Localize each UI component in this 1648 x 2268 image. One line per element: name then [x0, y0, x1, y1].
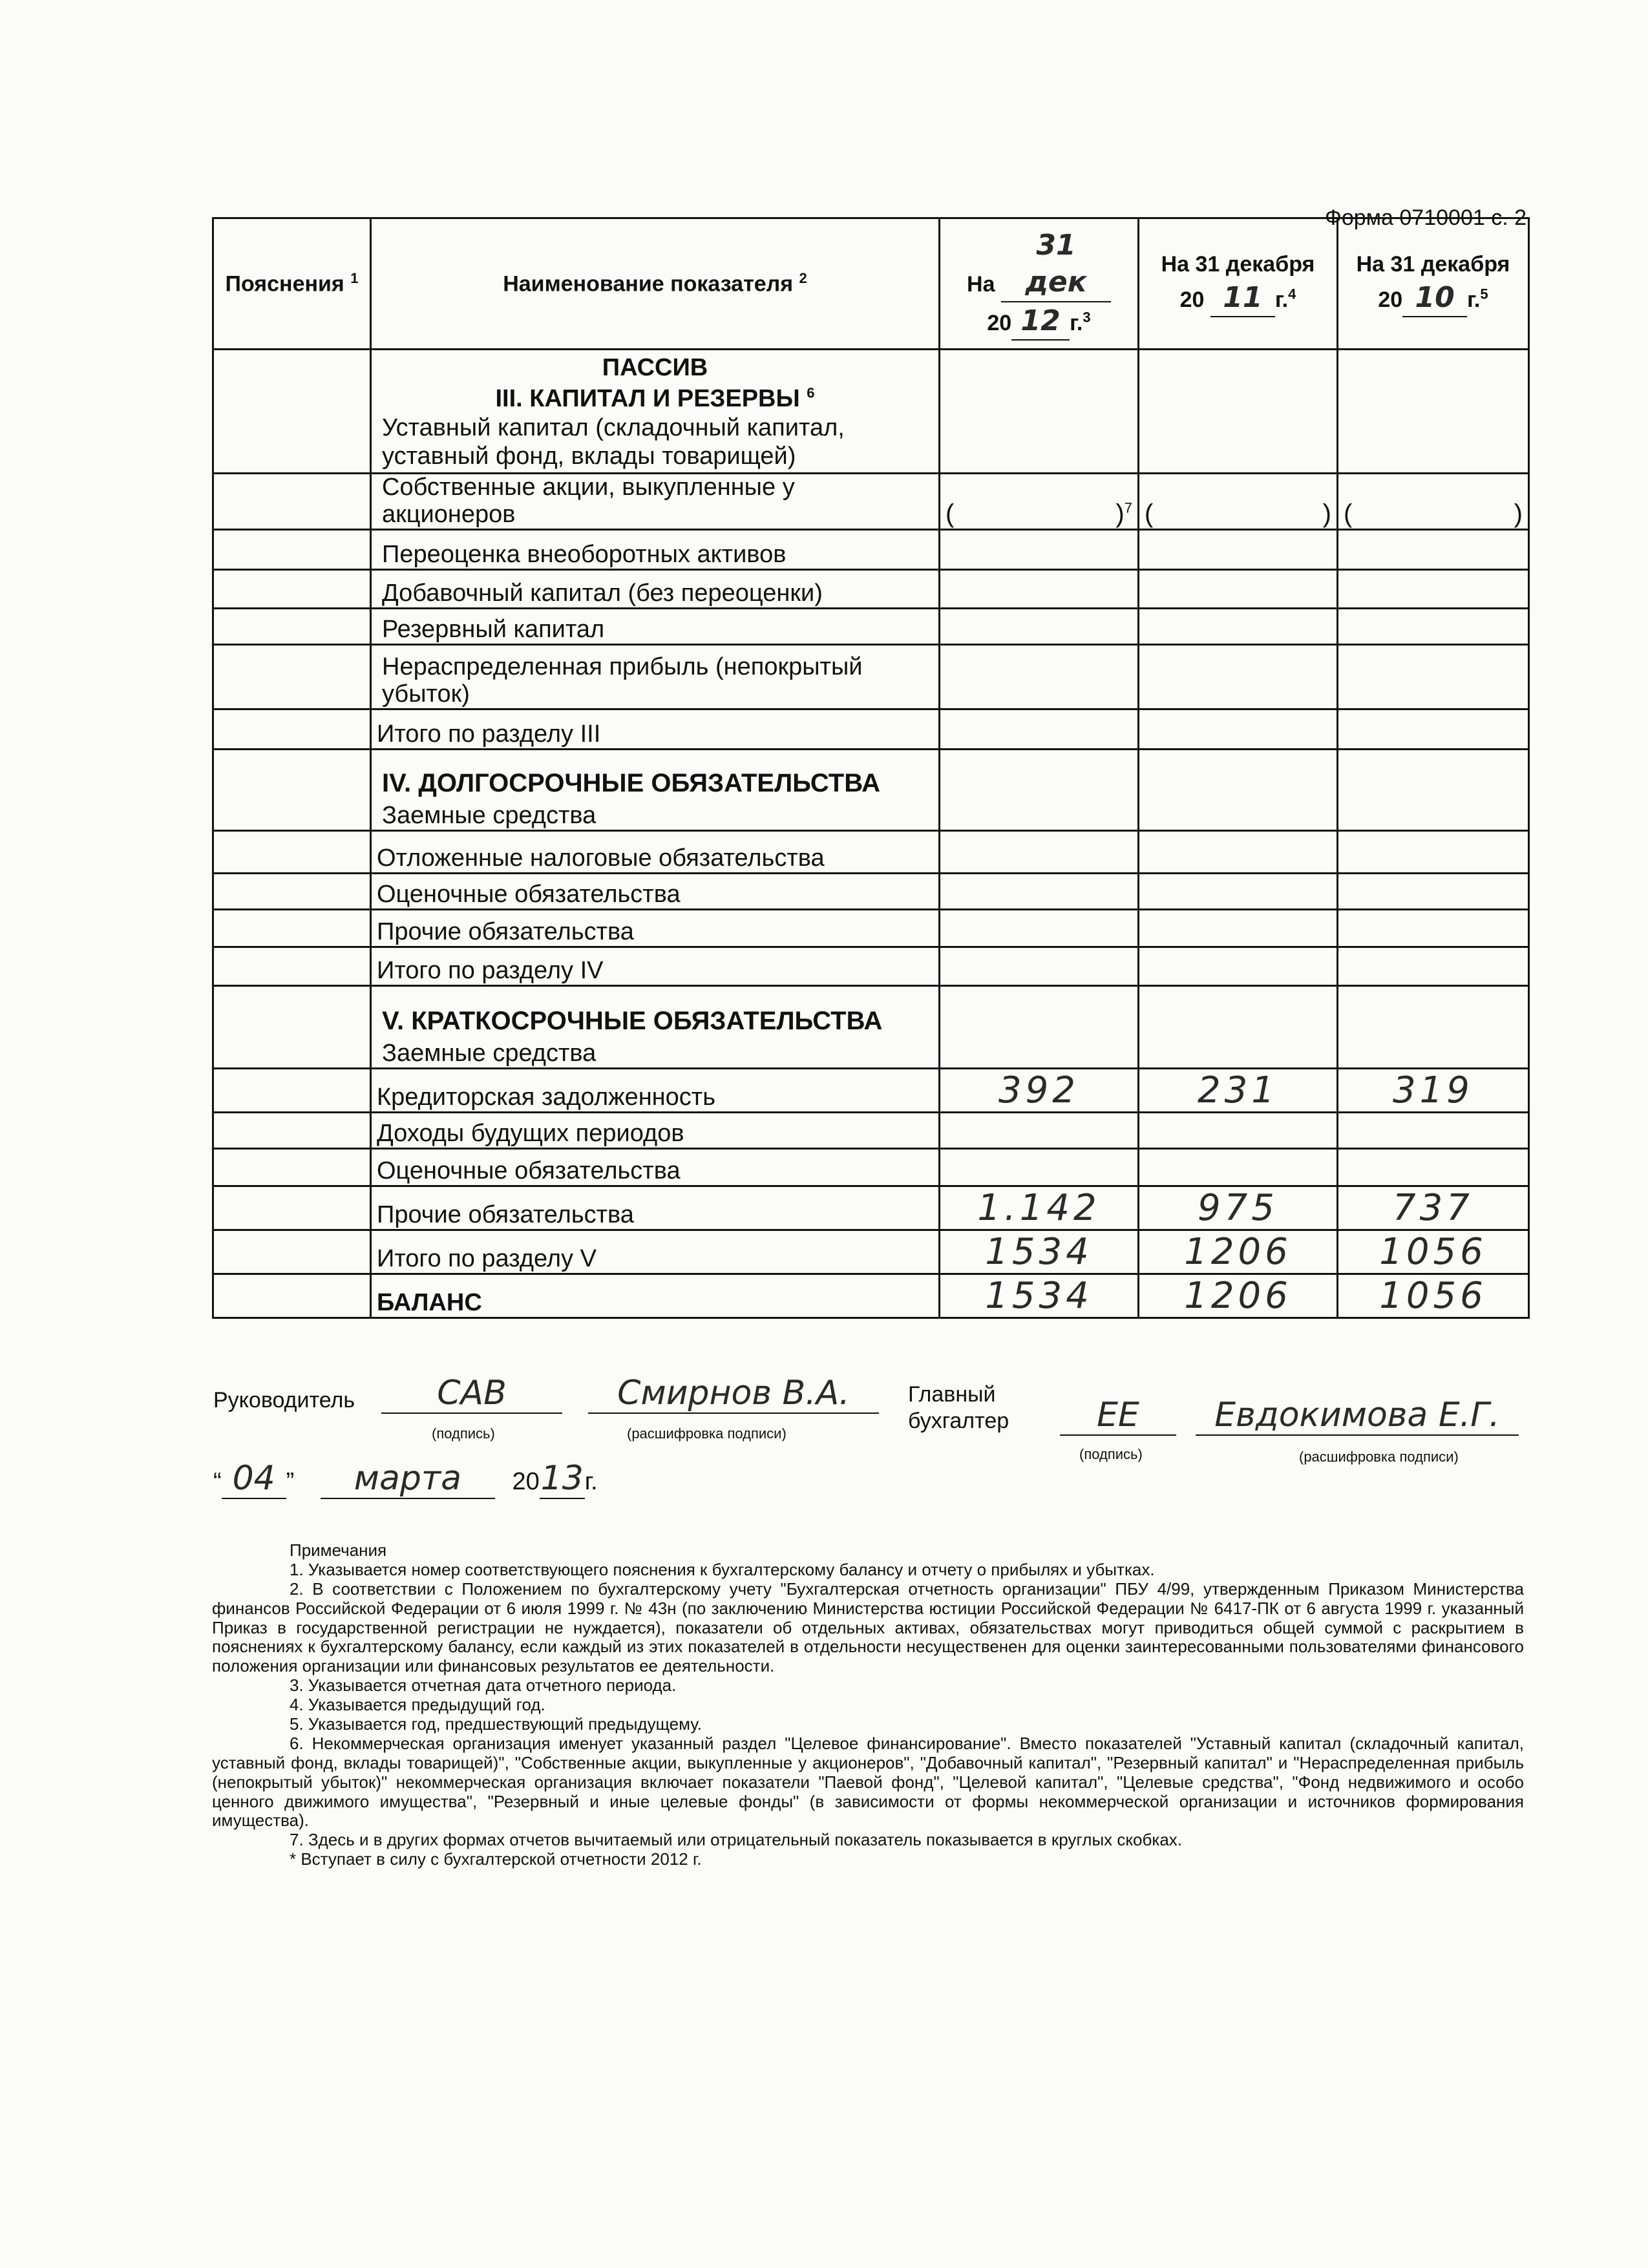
note-8: * Вступает в силу с бухгалтерской отчетности 2012 г.	[290, 1849, 702, 1869]
row-label: Итого по разделу IV	[371, 947, 940, 985]
head-sign-caption: (подпись)	[432, 1425, 495, 1442]
value-2010: 737	[1338, 1186, 1529, 1230]
table-row	[213, 830, 1529, 873]
table-row	[213, 569, 1529, 608]
row-label: Кредиторская задолженность	[371, 1068, 940, 1112]
value-2012: 392	[940, 1068, 1139, 1112]
head-decode-caption: (расшифровка подписи)	[627, 1425, 787, 1442]
table-row	[213, 529, 1529, 569]
balance-total-row	[213, 1274, 1529, 1318]
table-row	[213, 1148, 1529, 1186]
date-month: марта	[321, 1459, 495, 1499]
handwritten-year-2: 11	[1210, 279, 1275, 317]
section-4-title: IV. ДОЛГОСРОЧНЫЕ ОБЯЗАТЕЛЬСТВА	[382, 768, 880, 797]
value-2011: 1206	[1139, 1230, 1338, 1274]
form-code: Форма 0710001 с. 2	[1325, 205, 1527, 230]
value-2011: 1206	[1139, 1274, 1338, 1318]
value-2012: 1534	[940, 1230, 1139, 1274]
row-label: Уставный капитал (складочный капитал, уставный фонд, вклады товарищей)	[382, 414, 845, 470]
table-row: Собственные акции, выкупленные у акционеров ( )$^7$ ( ) ( )	[213, 474, 1529, 530]
header-notes: Пояснения $^1$	[213, 218, 371, 350]
table-row	[213, 608, 1529, 644]
handwritten-year-3: 10	[1402, 279, 1467, 317]
table-row	[213, 1112, 1529, 1148]
header-name: Наименование показателя $^2$	[371, 218, 940, 350]
chief-signature: ЕЕ	[1060, 1396, 1176, 1436]
value-2010: 319	[1338, 1068, 1529, 1112]
handwritten-year-1: 12	[1011, 302, 1070, 341]
header-year-2: На 31 декабря 20 11 г.$^4$	[1139, 218, 1338, 350]
note-3: 3. Указывается отчетная дата отчетного периода.	[290, 1675, 677, 1696]
table-row	[213, 709, 1529, 749]
chief-name: Евдокимова Е.Г.	[1196, 1396, 1519, 1436]
table-row	[213, 644, 1529, 709]
table-row	[213, 1068, 1529, 1112]
balance-table	[212, 217, 1530, 1319]
table-row	[213, 1230, 1529, 1274]
value-2011: 231	[1139, 1068, 1338, 1112]
row-label: Оценочные обязательства	[371, 873, 940, 909]
row-label: Переоценка внеоборотных активов	[371, 529, 940, 569]
note-2: 2. В соответствии с Положением по бухгалтерскому учету "Бухгалтерская отчетность организации" ПБУ 4/99, утвержденным Приказом Министерства финансов Российской Федерации от 6 июля 1999 г. № 43н (по заключению Министерства юстиции Российской Федерации № 6417-ПК от 6 августа 1999 г. указанный Приказ в государственной регистрации не нуждается), показатели об отдельных активах, обязательствах могут приводиться общей суммой с раскрытием в пояснениях к бухгалтерскому балансу, если каждый из этих показателей в отдельности несущественен для оценки заинтересованными пользователями финансового положения организации или финансовых результатов ее деятельности.	[212, 1579, 1524, 1676]
row-label: Отложенные налоговые обязательства	[371, 830, 940, 873]
table-row	[213, 1186, 1529, 1230]
row-label: БАЛАНС	[371, 1274, 940, 1318]
note-5: 5. Указывается год, предшествующий предыдущему.	[290, 1714, 702, 1734]
header-year-3: На 31 декабря 20 10 г.$^5$	[1338, 218, 1529, 350]
section-5-title: V. КРАТКОСРОЧНЫЕ ОБЯЗАТЕЛЬСТВА	[382, 1006, 883, 1035]
chief-decode-caption: (расшифровка подписи)	[1299, 1449, 1459, 1465]
section-passive-title: ПАССИВ	[602, 354, 708, 381]
table-row	[213, 947, 1529, 985]
value-2012: 1534	[940, 1274, 1139, 1318]
note-4: 4. Указывается предыдущий год.	[290, 1695, 545, 1715]
row-label: Итого по разделу V	[371, 1230, 940, 1274]
value-2010: 1056	[1338, 1274, 1529, 1318]
chief-label: Главный бухгалтер	[908, 1382, 1009, 1433]
head-name: Смирнов В.А.	[588, 1374, 879, 1414]
chief-sign-caption: (подпись)	[1079, 1446, 1143, 1462]
note-1: 1. Указывается номер соответствующего пояснения к бухгалтерскому балансу и отчету о прибылях и убытках.	[290, 1559, 1155, 1579]
row-label: Оценочные обязательства	[371, 1148, 940, 1186]
value-2010: 1056	[1338, 1230, 1529, 1274]
head-label: Руководитель	[213, 1388, 355, 1412]
header-year-1: На 31 дек 20 12 г.$^3$	[940, 218, 1139, 350]
table-header-row	[213, 218, 1529, 350]
notes	[212, 1541, 1524, 1869]
note-7: 7. Здесь и в других формах отчетов вычитаемый или отрицательный показатель показывается в круглых скобках.	[290, 1830, 1183, 1850]
table-row	[213, 873, 1529, 909]
notes-title: Примечания	[290, 1540, 387, 1560]
row-label: Доходы будущих периодов	[371, 1112, 940, 1148]
row-label: Заемные средства	[382, 801, 597, 829]
row-label: Собственные акции, выкупленные у акционеров	[371, 474, 940, 530]
section-3-title: III. КАПИТАЛ И РЕЗЕРВЫ $^6$	[495, 384, 815, 412]
handwritten-date: 31 дек	[1001, 227, 1111, 302]
section-5-header-row	[213, 985, 1529, 1068]
value-2011: 975	[1139, 1186, 1338, 1230]
row-label: Добавочный капитал (без переоценки)	[371, 569, 940, 608]
value-2012: 1.142	[940, 1186, 1139, 1230]
signing-date: “ 04 ” марта 2013г.	[213, 1459, 598, 1498]
table-row	[213, 909, 1529, 947]
row-label: Прочие обязательства	[371, 1186, 940, 1230]
row-label: Итого по разделу III	[371, 709, 940, 749]
note-6: 6. Некоммерческая организация именует указанный раздел "Целевое финансирование". Вместо показателей "Уставный капитал (складочный капитал, уставный фонд, вклады товарищей)", "Собственные акции, выкупленные у акционеров", "Добавочный капитал", "Резервный капитал" и "Нераспределенная прибыль (непокрытый убыток)" некоммерческая организация включает показатели "Паевой фонд", "Целевой капитал", "Целевые средства", "Фонд недвижимого и особо ценного движимого имущества", "Резервный и иные целевые фонды" (в зависимости от формы некоммерческой организации и источников формирования имущества).	[212, 1733, 1524, 1831]
date-year: 13	[540, 1459, 584, 1498]
row-label: Заемные средства	[382, 1039, 597, 1067]
date-day: 04	[222, 1459, 286, 1499]
section-4-header-row	[213, 749, 1529, 830]
section-3-header-row	[213, 350, 1529, 474]
head-signature: САВ	[381, 1374, 562, 1414]
row-label: Резервный капитал	[371, 608, 940, 644]
row-label: Прочие обязательства	[371, 909, 940, 947]
row-label: Нераспределенная прибыль (непокрытый убыток)	[371, 644, 940, 709]
